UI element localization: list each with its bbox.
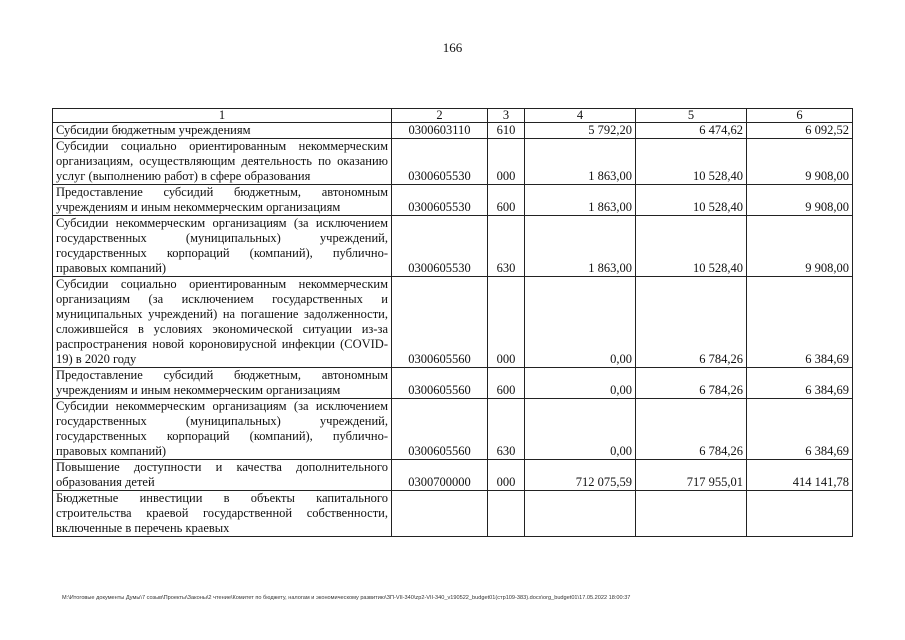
row-vr: 600 [488, 368, 525, 399]
row-value-1: 5 792,20 [525, 123, 636, 139]
row-value-3: 9 908,00 [747, 185, 853, 216]
row-vr: 000 [488, 139, 525, 185]
row-value-3: 6 384,69 [747, 399, 853, 460]
header-col-3: 3 [488, 109, 525, 123]
row-vr: 000 [488, 277, 525, 368]
table-row [53, 277, 853, 368]
budget-table [52, 108, 853, 537]
row-code: 0300605560 [392, 399, 488, 460]
row-code: 0300605560 [392, 277, 488, 368]
table-row [53, 368, 853, 399]
row-value-1: 1 863,00 [525, 139, 636, 185]
row-value-3: 9 908,00 [747, 139, 853, 185]
row-name: Предоставление субсидий бюджетным, автономным учреждениям и иным некоммерческим организациям [53, 185, 392, 216]
table-row [53, 185, 853, 216]
row-name: Субсидии некоммерческим организациям (за исключением государственных (муниципальных) учреждений, государственных корпораций (компаний), публично-правовых компаний) [53, 216, 392, 277]
footer-file-path: M:\Итоговые документы Думы\7 созыв\Проекты\Законы\2 чтение\Комитет по бюджету, налогам и экономическому развитию\ЗП-VII-340\zp2-VII-340_v190522_budget01(стр109-383).docx\org_budget01\17.05.2022 18:00:37 [62, 595, 631, 601]
row-value-1: 0,00 [525, 277, 636, 368]
row-name: Субсидии социально ориентированным некоммерческим организациям, осуществляющим деятельность по оказанию услуг (выполнению работ) в сфере образования [53, 139, 392, 185]
row-value-3: 6 092,52 [747, 123, 853, 139]
row-value-2 [636, 491, 747, 537]
row-code: 0300605530 [392, 139, 488, 185]
page-number: 166 [442, 40, 463, 55]
header-col-1: 1 [53, 109, 392, 123]
row-value-1 [525, 491, 636, 537]
row-value-2: 10 528,40 [636, 185, 747, 216]
row-value-2: 6 784,26 [636, 399, 747, 460]
row-value-1: 0,00 [525, 399, 636, 460]
row-name: Субсидии социально ориентированным некоммерческим организациям (за исключением государственных и муниципальных учреждений) на погашение задолженности, сложившейся в условиях экономической ситуации из-за распространения новой короновирусной инфекции (COVID-19) в 2020 году [53, 277, 392, 368]
row-vr: 000 [488, 460, 525, 491]
row-name: Повышение доступности и качества дополнительного образования детей [53, 460, 392, 491]
row-name: Бюджетные инвестиции в объекты капитального строительства краевой государственной собственности, включенные в перечень краевых [53, 491, 392, 537]
row-value-1: 0,00 [525, 368, 636, 399]
table-viewport [52, 108, 853, 579]
header-col-6: 6 [747, 109, 853, 123]
row-value-2: 6 784,26 [636, 277, 747, 368]
row-vr: 600 [488, 185, 525, 216]
row-value-3: 9 908,00 [747, 216, 853, 277]
row-name: Субсидии некоммерческим организациям (за исключением государственных (муниципальных) учреждений, государственных корпораций (компаний), публично-правовых компаний) [53, 399, 392, 460]
row-code: 0300605530 [392, 216, 488, 277]
row-value-1: 712 075,59 [525, 460, 636, 491]
header-col-5: 5 [636, 109, 747, 123]
row-value-3 [747, 491, 853, 537]
row-value-3: 414 141,78 [747, 460, 853, 491]
header-col-2: 2 [392, 109, 488, 123]
row-vr: 630 [488, 399, 525, 460]
row-name: Субсидии бюджетным учреждениям [53, 123, 392, 139]
row-value-2: 6 784,26 [636, 368, 747, 399]
row-value-2: 10 528,40 [636, 216, 747, 277]
row-value-1: 1 863,00 [525, 185, 636, 216]
row-value-2: 6 474,62 [636, 123, 747, 139]
row-vr [488, 491, 525, 537]
row-code: 0300700000 [392, 460, 488, 491]
table-row [53, 139, 853, 185]
row-code: 0300605530 [392, 185, 488, 216]
row-value-3: 6 384,69 [747, 368, 853, 399]
row-code: 0300605560 [392, 368, 488, 399]
row-vr: 630 [488, 216, 525, 277]
table-row [53, 399, 853, 460]
row-value-1: 1 863,00 [525, 216, 636, 277]
row-name: Предоставление субсидий бюджетным, автономным учреждениям и иным некоммерческим организациям [53, 368, 392, 399]
row-code: 0300603110 [392, 123, 488, 139]
table-row [53, 491, 853, 537]
table-row [53, 216, 853, 277]
row-value-2: 10 528,40 [636, 139, 747, 185]
table-row [53, 123, 853, 139]
header-col-4: 4 [525, 109, 636, 123]
table-header-row [53, 109, 853, 123]
row-vr: 610 [488, 123, 525, 139]
table-row [53, 460, 853, 491]
row-value-3: 6 384,69 [747, 277, 853, 368]
row-value-2: 717 955,01 [636, 460, 747, 491]
row-code [392, 491, 488, 537]
